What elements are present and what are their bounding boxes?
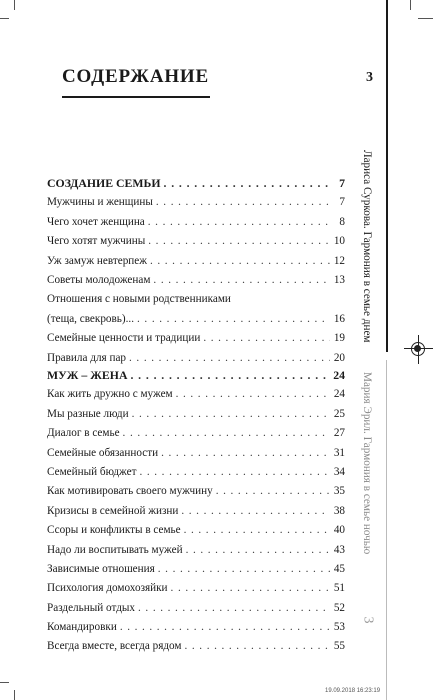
toc-entry[interactable]	[47, 232, 345, 251]
toc-entry[interactable]	[47, 213, 345, 232]
toc-entry-title: СОЗДАНИЕ СЕМЬИ	[47, 176, 161, 190]
dot-leader	[203, 329, 330, 348]
dot-leader	[161, 444, 330, 463]
crop-mark	[418, 18, 433, 19]
toc-entry[interactable]	[47, 366, 345, 385]
toc-entry-page: 19	[333, 332, 345, 345]
toc-entry[interactable]	[47, 193, 345, 212]
crop-mark	[410, 0, 411, 10]
toc-entry-page: 20	[333, 351, 345, 364]
toc-entry[interactable]	[47, 463, 345, 482]
toc-entry[interactable]	[47, 444, 345, 463]
dot-leader	[153, 271, 330, 290]
dot-leader	[176, 385, 330, 404]
toc-entry-title: Ссоры и конфликты в семье	[47, 524, 181, 537]
toc-entry-page: 24	[333, 388, 345, 401]
crop-mark	[14, 0, 15, 10]
toc-entry-page: 7	[339, 196, 345, 209]
toc-entry[interactable]	[47, 385, 345, 404]
toc-entry-title: Зависимые отношения	[47, 562, 155, 575]
dot-leader	[186, 541, 330, 560]
toc-entry-title-line1[interactable]: Отношения с новыми родственниками	[47, 293, 231, 306]
toc-entry-title: Мы разные люди	[47, 407, 129, 420]
dot-leader	[148, 213, 330, 232]
dot-leader	[156, 193, 330, 212]
dot-leader	[123, 424, 330, 443]
toc-entry[interactable]	[47, 349, 345, 368]
dot-leader	[171, 579, 330, 598]
dot-leader	[158, 560, 330, 579]
toc-entry-page: 51	[333, 582, 345, 595]
toc-entry[interactable]	[47, 482, 345, 501]
toc-entry-title-line2: (теща, свекровь)...	[47, 312, 135, 325]
toc-entry-title: Чего хочет женщина	[47, 215, 145, 228]
toc-entry-page: 12	[333, 254, 345, 267]
registration-mark-icon	[411, 342, 425, 356]
toc-entry[interactable]	[47, 174, 345, 193]
toc-entry-title: Кризисы в семейной жизни	[47, 504, 179, 517]
toc-entry-page: 40	[333, 524, 345, 537]
toc-entry-title: Всегда вместе, всегда рядом	[47, 640, 182, 653]
toc-entry[interactable]	[47, 579, 345, 598]
toc-entry[interactable]	[47, 310, 345, 329]
dot-leader	[185, 637, 330, 656]
toc-entry-page: 53	[333, 621, 345, 634]
toc-entry[interactable]	[47, 502, 345, 521]
toc-entry[interactable]	[47, 560, 345, 579]
dot-leader	[120, 618, 330, 637]
dot-leader	[181, 502, 330, 521]
page-number: 3	[366, 70, 373, 85]
toc-title: СОДЕРЖАНИЕ	[62, 66, 209, 87]
toc-entry[interactable]	[47, 599, 345, 618]
toc-entry-title: Семейный бюджет	[47, 465, 137, 478]
dot-leader	[137, 310, 330, 329]
dot-leader	[164, 174, 330, 193]
toc-entry[interactable]	[47, 541, 345, 560]
toc-entry-title: Командировки	[47, 621, 117, 634]
crop-mark	[14, 690, 15, 700]
toc-entry[interactable]	[47, 271, 345, 290]
toc-entry[interactable]	[47, 521, 345, 540]
dot-leader	[138, 599, 330, 618]
toc-entry-page: 43	[333, 543, 345, 556]
toc-entry-page: 38	[333, 504, 345, 517]
spine-title-night: Мария Эрил. Гармония в семье ночью	[361, 372, 373, 555]
crop-mark	[0, 18, 9, 19]
dot-leader	[140, 463, 331, 482]
crop-mark	[0, 682, 9, 683]
toc-entry-page: 52	[333, 601, 345, 614]
toc-entry[interactable]	[47, 405, 345, 424]
toc-entry-title: Уж замуж невтерпеж	[47, 254, 147, 267]
print-timestamp: 19.09.2018 16:23:19	[325, 688, 381, 694]
toc-entry-title: Советы молодоженам	[47, 273, 151, 286]
toc-entry-page: 55	[333, 640, 345, 653]
toc-entry-page: 25	[333, 407, 345, 420]
toc-entry-page: 31	[333, 446, 345, 459]
toc-entry[interactable]	[47, 252, 345, 271]
spine-rule	[386, 0, 388, 352]
toc-entry-title: Мужчины и женщины	[47, 196, 153, 209]
toc-entry-title: Как мотивировать своего мужчину	[47, 485, 213, 498]
toc-entry-title: Правила для пар	[47, 351, 127, 364]
toc-entry[interactable]	[47, 424, 345, 443]
toc-entry-title: Семейные обязанности	[47, 446, 159, 459]
spine-rule-faint	[386, 360, 387, 700]
dot-leader	[216, 482, 330, 501]
toc-entry-page: 24	[333, 368, 345, 382]
dot-leader	[129, 349, 330, 368]
dot-leader	[184, 521, 330, 540]
toc-entry-title: Чего хотят мужчины	[47, 235, 146, 248]
toc-entry-title: Надо ли воспитывать мужей	[47, 543, 183, 556]
toc-entry-page: 10	[333, 235, 345, 248]
toc-entry-title: Психология домохозяйки	[47, 582, 168, 595]
toc-entry-page: 13	[333, 273, 345, 286]
toc-entry-title: Семейные ценности и традиции	[47, 332, 201, 345]
toc-entry-title: Раздельный отдых	[47, 601, 136, 614]
toc-section-husband-wife	[47, 366, 345, 657]
toc-entry[interactable]	[47, 618, 345, 637]
toc-entry-title: Диалог в семье	[47, 427, 120, 440]
toc-section-family-creation	[47, 174, 345, 368]
title-underline	[62, 96, 210, 98]
toc-entry-title: МУЖ – ЖЕНА	[47, 368, 128, 382]
dot-leader	[148, 232, 330, 251]
toc-entry-page: 34	[333, 465, 345, 478]
toc-entry-page: 45	[333, 562, 345, 575]
toc-entry-page: 8	[339, 215, 345, 228]
dot-leader	[130, 366, 330, 385]
dot-leader	[150, 252, 330, 271]
toc-entry[interactable]	[47, 637, 345, 656]
mirrored-page-number: 3	[360, 616, 376, 624]
toc-entry-page: 7	[339, 176, 345, 190]
dot-leader	[132, 405, 330, 424]
toc-entry-page: 27	[333, 427, 345, 440]
toc-entry-page: 35	[333, 485, 345, 498]
toc-entry-title: Как жить дружно с мужем	[47, 388, 173, 401]
spine-title-day: Лариса Суркова. Гармония в семье днем	[361, 150, 373, 343]
toc-entry[interactable]	[47, 329, 345, 348]
toc-entry-page: 16	[333, 312, 345, 325]
